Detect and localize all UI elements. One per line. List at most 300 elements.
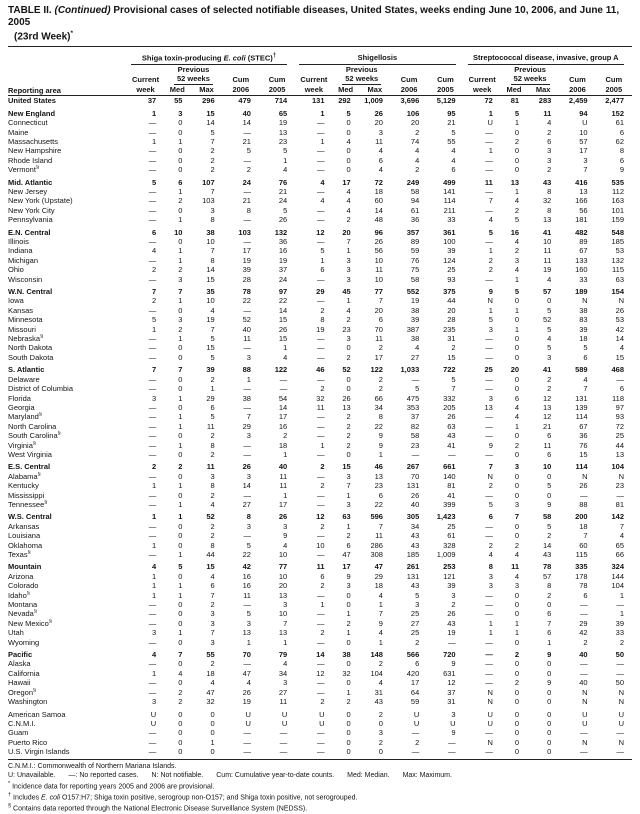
cell-value: N <box>487 697 493 707</box>
cum2005-label: 2005 <box>427 85 463 96</box>
cell-value: — <box>148 255 157 265</box>
cell-value: 114 <box>575 412 588 422</box>
cell-value: — <box>485 136 493 146</box>
cell-value: — <box>223 747 259 759</box>
cell-value: 3 <box>346 471 351 481</box>
cell-value: 39 <box>447 246 456 256</box>
cell-value: 0 <box>547 728 552 738</box>
cell-value: 2 <box>178 697 183 707</box>
cell-value: 2 <box>346 697 351 707</box>
cell-value: 10 <box>316 540 325 550</box>
cell-value: 5 <box>547 481 552 491</box>
cell-value: 535 <box>611 177 624 187</box>
cell-value: 0 <box>547 687 552 697</box>
cell-value: 0 <box>178 127 183 137</box>
cell-value: 122 <box>370 365 383 375</box>
week-label: week <box>464 85 501 96</box>
table-row <box>8 600 632 609</box>
cell-value: — <box>485 659 493 669</box>
cell-value: 11 <box>279 471 288 481</box>
cell-value: — <box>580 600 588 610</box>
52weeks-label: 52 weeks <box>164 74 222 85</box>
table-row <box>8 481 632 490</box>
cell-value: 3 <box>547 155 552 165</box>
cell-value: 4 <box>246 678 251 688</box>
cell-value: 2 <box>320 481 325 491</box>
cell-value: — <box>243 490 251 500</box>
cell-value: 0 <box>514 146 520 156</box>
cell-value: 2 <box>152 265 157 275</box>
cell-value: 4 <box>210 571 215 581</box>
cell-value: 14 <box>615 334 624 344</box>
cell-value: 11 <box>206 462 215 472</box>
cell-value: — <box>616 659 624 669</box>
cell-value: 0 <box>514 296 520 306</box>
cell-value: 4 <box>451 146 456 156</box>
cell-value: 26 <box>447 609 456 619</box>
cell-value: 0 <box>346 600 351 610</box>
cell-value: 112 <box>612 186 624 196</box>
cell-value: — <box>317 590 325 600</box>
cum-label: Cum <box>268 75 286 85</box>
cell-value: 1 <box>178 412 183 422</box>
cell-value: 74 <box>410 136 420 146</box>
row-label: Wyoming <box>8 637 40 647</box>
cell-value: 6 <box>514 393 520 403</box>
row-label: Ohio <box>8 265 24 275</box>
cell-value: 39 <box>579 324 588 334</box>
cell-value: 89 <box>410 237 420 247</box>
cell-value: 4 <box>320 196 325 206</box>
cell-value: 39 <box>447 581 456 591</box>
cell-value: 0 <box>178 718 183 728</box>
cell-value: 3 <box>283 521 288 531</box>
legend-item: —: No reported cases. <box>68 771 139 779</box>
cell-value: 2 <box>547 165 552 175</box>
cell-value: 1 <box>178 255 183 265</box>
cell-value: 4 <box>283 540 288 550</box>
cell-value: 2 <box>415 637 420 647</box>
table-row <box>8 591 632 600</box>
cell-value: 0 <box>514 481 520 491</box>
table-row <box>8 531 632 540</box>
table-row <box>8 118 632 127</box>
cell-value: 9 <box>488 440 493 450</box>
cell-value: 12 <box>316 227 325 237</box>
cell-value: 70 <box>242 650 251 660</box>
cell-value: 7 <box>210 136 215 146</box>
cell-value: 0 <box>178 521 183 531</box>
cell-value: N <box>582 737 588 747</box>
cell-value: 0 <box>514 718 520 728</box>
table-row <box>8 246 632 255</box>
cell-value: — <box>243 384 251 394</box>
cell-value: 4 <box>210 499 215 509</box>
row-label: W.N. Central <box>8 287 53 297</box>
cell-value: 43 <box>410 531 420 541</box>
cell-value: 308 <box>370 550 383 560</box>
cell-value: 7 <box>451 384 456 394</box>
cell-value: 6 <box>210 402 215 412</box>
table-row <box>8 128 632 137</box>
cell-value: 29 <box>206 393 215 403</box>
cell-value: 416 <box>575 177 588 187</box>
cell-value: — <box>317 237 325 247</box>
cell-value: 10 <box>206 296 215 306</box>
cell-value: 2 <box>346 352 351 362</box>
table-row <box>8 109 632 118</box>
cell-value: 1 <box>346 490 351 500</box>
cell-value: N <box>618 687 624 697</box>
cell-value: 6 <box>583 590 588 600</box>
cell-value: 3 <box>346 265 351 275</box>
table-row <box>8 697 632 706</box>
cell-value: 11 <box>511 562 520 572</box>
cell-value: 31 <box>374 687 383 697</box>
cell-value: 4 <box>378 165 383 175</box>
table-row <box>8 237 632 246</box>
cell-value: — <box>317 127 325 137</box>
cell-value: — <box>243 600 251 610</box>
cell-value: 420 <box>406 668 420 678</box>
cell-value: 7 <box>210 324 215 334</box>
cell-value: — <box>317 334 325 344</box>
cell-value: 2,477 <box>605 96 624 106</box>
cell-value: 1 <box>346 628 351 638</box>
cell-value: 19 <box>316 324 325 334</box>
cell-value: 50 <box>615 678 624 688</box>
cell-value: U <box>618 709 624 719</box>
cell-value: 114 <box>575 462 588 472</box>
cell-value: 0 <box>547 737 552 747</box>
cell-value: 8 <box>547 205 552 215</box>
cell-value: — <box>148 431 157 441</box>
cell-value: 1 <box>178 440 183 450</box>
cell-value: 1 <box>283 490 288 500</box>
row-label: Colorado <box>8 581 39 591</box>
cell-value: 2 <box>152 296 157 306</box>
cell-value: 103 <box>202 196 215 206</box>
table-row <box>8 500 632 509</box>
cell-value: 1 <box>210 737 215 747</box>
cell-value: 4 <box>346 305 351 315</box>
cell-value: 499 <box>443 177 456 187</box>
cell-value: 95 <box>447 108 456 118</box>
cell-value: — <box>317 499 325 509</box>
table-row <box>8 628 632 637</box>
cell-value: 5 <box>514 108 520 118</box>
cell-value: — <box>317 471 325 481</box>
cell-value: 0 <box>346 155 351 165</box>
cell-value: 1 <box>514 618 520 628</box>
cell-value: 88 <box>579 499 588 509</box>
cell-value: 60 <box>579 540 588 550</box>
cell-value: 11 <box>543 440 552 450</box>
cell-value: 41 <box>447 490 456 500</box>
cell-value: 5 <box>451 374 456 384</box>
cell-value: 3 <box>547 146 552 156</box>
cell-value: 75 <box>410 265 420 275</box>
cell-value: 18 <box>579 521 588 531</box>
cell-value: 0 <box>346 374 351 384</box>
cell-value: 2 <box>514 205 520 215</box>
cum2005-label: 2005 <box>596 85 632 96</box>
cell-value: — <box>279 737 288 747</box>
row-label: New Hampshire <box>8 146 62 156</box>
cell-value: 548 <box>611 227 624 237</box>
cell-value: 24 <box>278 196 288 206</box>
cell-value: 4 <box>178 668 183 678</box>
cell-value: 4 <box>283 165 288 175</box>
cell-value: — <box>148 186 157 196</box>
cell-value: — <box>411 374 420 384</box>
cell-value: 5 <box>210 334 215 344</box>
cell-value: — <box>148 687 157 697</box>
cell-value: 21 <box>242 136 251 146</box>
cell-value: U <box>450 718 456 728</box>
row-label: S. Atlantic <box>8 365 45 375</box>
cell-value: 23 <box>615 481 624 491</box>
cell-value: 18 <box>579 334 588 344</box>
cell-value: 56 <box>579 205 588 215</box>
cell-value: 2 <box>283 431 288 441</box>
cell-value: — <box>485 531 493 541</box>
cell-value: 6 <box>378 315 383 325</box>
cell-value: 70 <box>374 324 383 334</box>
row-label: Oklahoma <box>8 540 43 550</box>
cell-value: 4 <box>547 118 552 128</box>
table-row <box>8 137 632 146</box>
cell-value: 4 <box>583 374 588 384</box>
cell-value: 94 <box>410 196 420 206</box>
cell-value: 34 <box>278 668 288 678</box>
cell-value: 7 <box>210 590 215 600</box>
cell-value: 26 <box>374 237 383 247</box>
cell-value: 52 <box>342 365 351 375</box>
cell-value: 2 <box>346 431 351 441</box>
cell-value: — <box>148 600 157 610</box>
cell-value: 67 <box>579 246 588 256</box>
cell-value: U <box>281 709 288 719</box>
cell-value: 106 <box>406 108 420 118</box>
cell-value: 11 <box>543 108 552 118</box>
cell-value: 0 <box>346 718 351 728</box>
cell-value: 34 <box>374 402 383 412</box>
cell-value: 77 <box>374 287 383 297</box>
row-label: Florida <box>8 393 31 403</box>
cell-value: 189 <box>575 287 588 297</box>
cell-value: 552 <box>406 287 420 297</box>
cell-value: 14 <box>242 481 251 491</box>
cell-value: 26 <box>410 490 420 500</box>
cell-value: — <box>148 237 157 247</box>
cell-value: 5 <box>514 287 520 297</box>
row-label: Minnesota <box>8 315 43 325</box>
cell-value: 5 <box>246 609 251 619</box>
cell-value: 23 <box>410 440 420 450</box>
cell-value: 0 <box>346 709 351 719</box>
cell-value: — <box>317 449 325 459</box>
cell-value: 34 <box>410 521 420 531</box>
cell-value: 0 <box>178 384 183 394</box>
med-label: Med <box>164 85 190 96</box>
cell-value: 8 <box>320 315 325 325</box>
cell-value: 6 <box>583 352 588 362</box>
cell-value: — <box>317 352 325 362</box>
cell-value: 53 <box>615 315 624 325</box>
cell-value: 13 <box>484 402 493 412</box>
cell-value: — <box>279 728 288 738</box>
cell-value: 4 <box>514 196 520 206</box>
cell-value: 19 <box>278 255 288 265</box>
cell-value: 6 <box>320 265 325 275</box>
cell-value: 3 <box>488 581 493 591</box>
cell-value: 0 <box>210 718 215 728</box>
cell-value: 4 <box>152 562 157 572</box>
cell-value: 27 <box>242 499 251 509</box>
cell-value: 9 <box>547 650 552 660</box>
cell-value: 7 <box>488 196 493 206</box>
cell-value: — <box>148 205 157 215</box>
cell-value: 63 <box>615 274 624 284</box>
cell-value: 40 <box>242 108 251 118</box>
cell-value: — <box>243 305 251 315</box>
cell-value: 2 <box>378 384 383 394</box>
cell-value: 3 <box>346 255 351 265</box>
row-label: Utah <box>8 628 24 638</box>
cell-value: 2 <box>178 196 183 206</box>
cell-value: 11 <box>375 136 383 146</box>
cell-value: 15 <box>206 343 215 353</box>
cell-value: 1 <box>514 421 520 431</box>
cell-value: 185 <box>611 237 624 247</box>
table-row <box>8 431 632 440</box>
table-row <box>8 562 632 571</box>
cell-value: 3 <box>378 127 383 137</box>
table-row <box>8 365 632 374</box>
cell-value: 52 <box>542 315 552 325</box>
cell-value: 0 <box>178 637 183 647</box>
cell-value: 1 <box>178 581 183 591</box>
cell-value: 4 <box>415 155 420 165</box>
cell-value: 3 <box>514 255 520 265</box>
cell-value: 0 <box>359 747 391 759</box>
cell-value: 1 <box>152 571 157 581</box>
cell-value: 9 <box>283 531 288 541</box>
cell-value: 4 <box>283 352 288 362</box>
cell-value: — <box>317 374 325 384</box>
cell-value: 8 <box>210 440 215 450</box>
cell-value: U <box>487 709 493 719</box>
cell-value: 28 <box>447 315 456 325</box>
cell-value: 94 <box>579 108 588 118</box>
cell-value: 20 <box>510 365 520 375</box>
cell-value: N <box>618 737 624 747</box>
cell-value: — <box>485 237 493 247</box>
cell-value: — <box>243 659 251 669</box>
cell-value: 3 <box>210 637 215 647</box>
cell-value: 482 <box>575 227 588 237</box>
cell-value: N <box>487 471 493 481</box>
cell-value: 3 <box>514 499 520 509</box>
table-row <box>8 206 632 215</box>
table-row <box>8 296 632 305</box>
cell-value: 267 <box>406 462 420 472</box>
table-row <box>8 156 632 165</box>
cell-value: — <box>411 728 420 738</box>
cell-value: 154 <box>611 287 624 297</box>
cell-value: 2 <box>415 127 420 137</box>
cell-value: — <box>317 274 325 284</box>
table-row <box>8 287 632 296</box>
notifiable-diseases-table <box>8 51 632 760</box>
cell-value: 62 <box>615 136 624 146</box>
cell-value: — <box>148 127 157 137</box>
cell-value: 0 <box>547 659 552 669</box>
cell-value: 1 <box>488 305 493 315</box>
cell-value: 21 <box>278 186 288 196</box>
cell-value: 0 <box>178 471 183 481</box>
cell-value: 387 <box>406 324 420 334</box>
cell-value: 58 <box>542 512 552 522</box>
cell-value: 19 <box>447 628 456 638</box>
cum2005-label: 2005 <box>259 85 295 96</box>
previous-label: Previous <box>177 64 210 74</box>
cell-value: 0 <box>178 343 183 353</box>
cell-value: 1 <box>488 628 493 638</box>
cell-value: 40 <box>579 650 588 660</box>
cell-value: 2 <box>488 255 493 265</box>
cell-value: 3 <box>283 600 288 610</box>
cell-value: U <box>487 718 493 728</box>
row-label: Kentucky <box>8 481 39 491</box>
cell-value: 13 <box>542 402 552 412</box>
cell-value: — <box>485 343 493 353</box>
cell-value: — <box>317 118 325 128</box>
cell-value: 596 <box>370 512 383 522</box>
cell-value: 11 <box>375 531 383 541</box>
row-label: Nevada§ <box>8 609 37 619</box>
cell-value: 66 <box>374 393 383 403</box>
cell-value: U <box>582 718 588 728</box>
footnote-section: § Contains data reported through the National Electronic Disease Surveillance System (NEDSS). <box>8 803 308 813</box>
cell-value: 17 <box>242 246 251 256</box>
cell-value: — <box>243 449 251 459</box>
cell-value: 55 <box>447 136 456 146</box>
cell-value: 2 <box>451 600 456 610</box>
cell-value: 5 <box>152 315 157 325</box>
cell-value: 3 <box>488 324 493 334</box>
cell-value: 23 <box>342 324 351 334</box>
cell-value: 36 <box>579 431 588 441</box>
cell-value: 328 <box>443 540 456 550</box>
cell-value: 4 <box>152 650 157 660</box>
cell-value: 37 <box>447 687 456 697</box>
spacer-cell <box>559 65 595 75</box>
table-row <box>8 581 632 590</box>
cell-value: — <box>464 747 501 759</box>
row-label: Illinois <box>8 237 29 247</box>
table-row <box>8 609 632 618</box>
cell-value: 0 <box>527 747 559 759</box>
cell-value: — <box>317 146 325 156</box>
cell-value: 2 <box>451 343 456 353</box>
cell-value: — <box>391 747 427 759</box>
cell-value: 21 <box>542 421 552 431</box>
row-label: Georgia <box>8 402 35 412</box>
cell-value: 0 <box>514 490 520 500</box>
cell-value: 7 <box>210 246 215 256</box>
